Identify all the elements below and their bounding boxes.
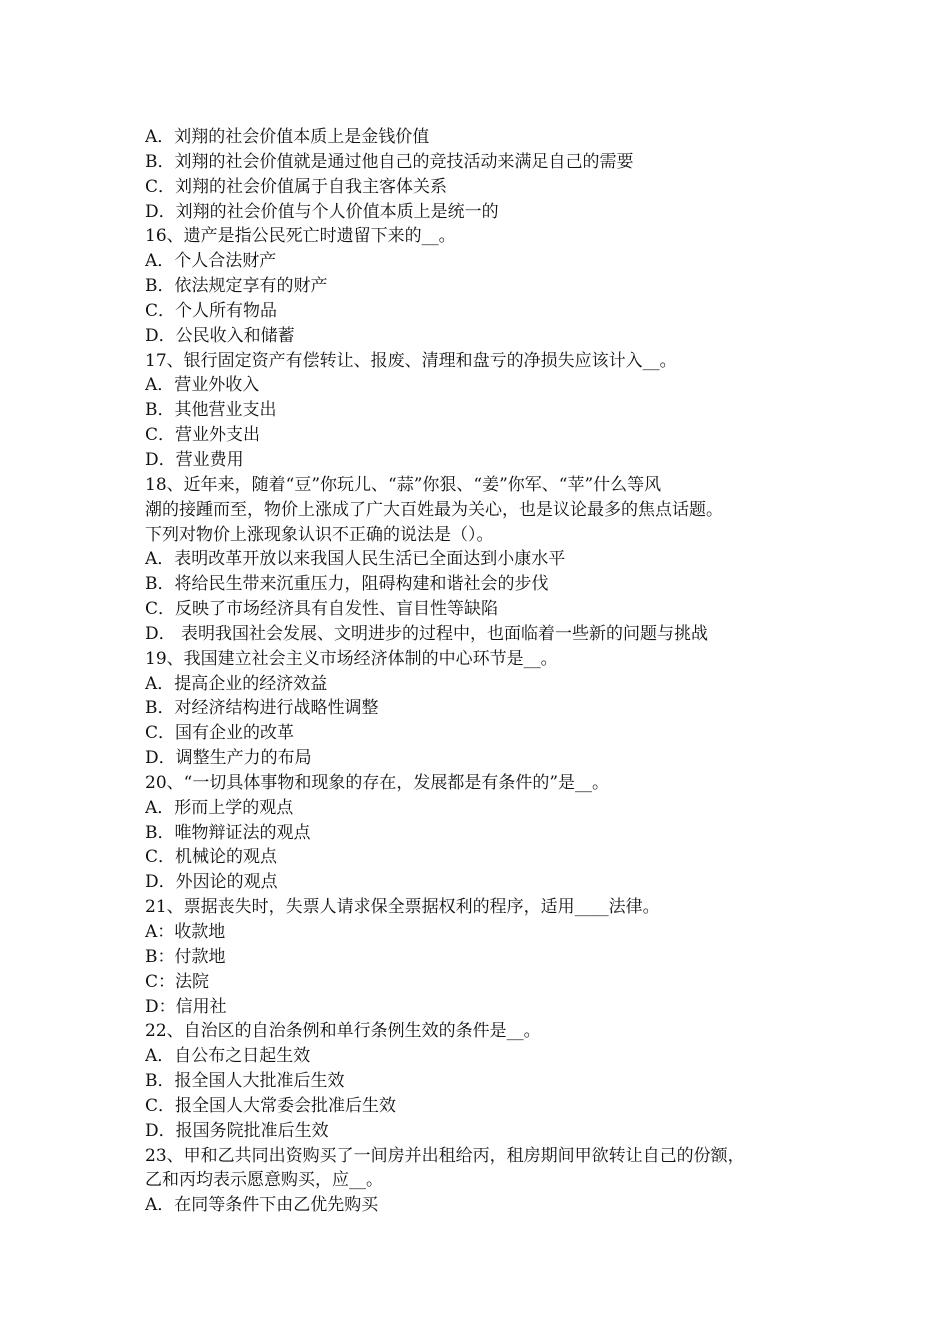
option-line: B．唯物辩证法的观点: [145, 822, 311, 843]
option-line: C．机械论的观点: [145, 847, 278, 868]
option-line: D． 表明我国社会发展、文明进步的过程中，也面临着一些新的问题与挑战: [145, 623, 709, 644]
option-line: A．个人合法财产: [145, 251, 277, 272]
option-line: C．个人所有物品: [145, 300, 278, 321]
question-line: 16、遗产是指公民死亡时遗留下来的__。: [145, 226, 456, 247]
option-line: D．外因论的观点: [145, 872, 278, 893]
option-line: C．营业外支出: [145, 425, 261, 446]
question-line: 18、近年来，随着“豆”你玩儿、“蒜”你狠、“姜”你军、“苹”什么等风: [145, 474, 662, 495]
option-line: A．提高企业的经济效益: [145, 673, 328, 694]
question-line: 21、票据丧失时，失票人请求保全票据权利的程序，适用____法律。: [145, 897, 660, 918]
option-line: B．其他营业支出: [145, 400, 277, 421]
option-line: A．刘翔的社会价值本质上是金钱价值: [145, 127, 430, 147]
question-line: 20、“一切具体事物和现象的存在，发展都是有条件的”是__。: [145, 772, 610, 793]
option-line: D：信用社: [145, 996, 227, 1017]
option-line: C．报全国人大常委会批准后生效: [145, 1095, 397, 1116]
question-line: 乙和丙均表示愿意购买，应__。: [145, 1170, 383, 1191]
question-line: 17、银行固定资产有偿转让、报废、清理和盘亏的净损失应该计入__。: [145, 350, 677, 371]
option-line: B．将给民生带来沉重压力，阻碍构建和谐社会的步伐: [145, 574, 549, 595]
option-line: B：付款地: [145, 946, 226, 967]
option-line: D．营业费用: [145, 449, 244, 470]
option-line: D．公民收入和储蓄: [145, 325, 295, 346]
document-body: [145, 125, 815, 1218]
question-line: 19、我国建立社会主义市场经济体制的中心环节是__。: [145, 648, 558, 669]
option-line: A：收款地: [145, 922, 226, 942]
option-line: A．在同等条件下由乙优先购买: [145, 1195, 379, 1216]
question-line: 22、自治区的自治条例和单行条例生效的条件是__。: [145, 1021, 541, 1042]
option-line: A．形而上学的观点: [145, 797, 294, 818]
option-line: A．营业外收入: [145, 375, 260, 396]
option-line: B．依法规定享有的财产: [145, 276, 328, 297]
option-line: A．自公布之日起生效: [145, 1046, 311, 1067]
option-line: B．报全国人大批准后生效: [145, 1071, 345, 1092]
option-line: D．调整生产力的布局: [145, 748, 312, 769]
option-line: C．反映了市场经济具有自发性、盲目性等缺陷: [145, 599, 499, 620]
question-line: 潮的接踵而至，物价上涨成了广大百姓最为关心，也是议论最多的焦点话题。: [145, 499, 723, 520]
option-line: D．刘翔的社会价值与个人价值本质上是统一的: [145, 201, 499, 222]
question-line: 23、甲和乙共同出资购买了一间房并出租给丙，租房期间甲欲转让自己的份额，: [145, 1145, 745, 1166]
option-line: C：法院: [145, 971, 210, 992]
option-line: C．刘翔的社会价值属于自我主客体关系: [145, 176, 448, 197]
question-line: 下列对物价上涨现象认识不正确的说法是（）。: [145, 524, 494, 545]
option-line: D．报国务院批准后生效: [145, 1120, 329, 1141]
option-line: B．刘翔的社会价值就是通过他自己的竞技活动来满足自己的需要: [145, 151, 634, 172]
option-line: B．对经济结构进行战略性调整: [145, 698, 379, 719]
option-line: A．表明改革开放以来我国人民生活已全面达到小康水平: [145, 549, 566, 570]
option-line: C．国有企业的改革: [145, 723, 295, 744]
